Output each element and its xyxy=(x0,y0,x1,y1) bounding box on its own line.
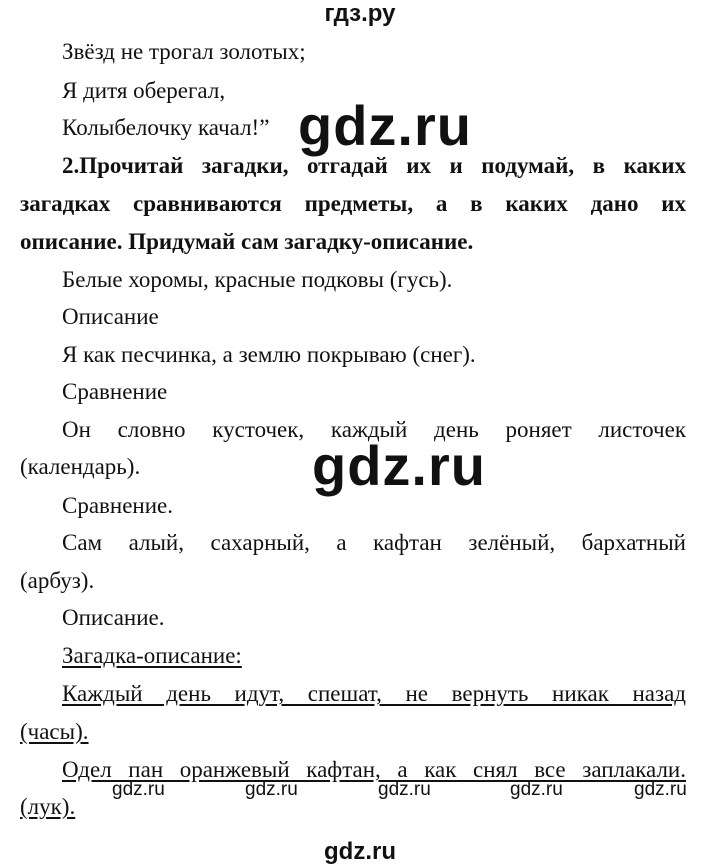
poem-line-2: Я дитя оберегал, xyxy=(62,78,226,103)
riddle-2-type: Сравнение xyxy=(62,379,168,404)
watermark-top: gdz.ru xyxy=(298,94,472,157)
watermark-small-4: gdz.ru xyxy=(510,779,563,800)
own-riddle-2-line-1: Одел пан оранжевый кафтан, а как снял все заплакали. xyxy=(62,757,686,782)
watermark-small-1: gdz.ru xyxy=(112,779,165,800)
task-line-2: загадках сравниваются предметы, а в каких дано их xyxy=(20,191,686,216)
poem-line-3: Колыбелочку качал!” xyxy=(62,115,270,140)
poem-line-1: Звёзд не трогал золотых; xyxy=(62,39,306,64)
riddle-4-line-1: Сам алый, сахарный, а кафтан зелёный, бархатный xyxy=(62,530,686,555)
riddle-3-type: Сравнение. xyxy=(62,493,174,518)
riddle-3-line-2: (календарь). xyxy=(20,454,141,479)
watermark-middle: gdz.ru xyxy=(312,434,486,497)
watermark-small-2: gdz.ru xyxy=(245,779,298,800)
riddle-3-line-1: Он словно кусточек, каждый день роняет листочек xyxy=(62,417,686,442)
riddle-4-type: Описание. xyxy=(62,605,165,630)
own-riddle-1-line-1: Каждый день идут, спешат, не вернуть никак назад xyxy=(62,681,686,706)
watermark-small-5: gdz.ru xyxy=(634,779,687,800)
site-footer: gdz.ru xyxy=(324,838,396,865)
watermark-small-3: gdz.ru xyxy=(378,779,431,800)
site-header: гдз.ру xyxy=(324,0,396,27)
riddle-1: Белые хоромы, красные подковы (гусь). xyxy=(62,267,453,292)
task-line-3: описание. Придумай сам загадку-описание. xyxy=(20,229,474,254)
riddle-4-line-2: (арбуз). xyxy=(20,568,95,593)
task-line-1: 2.Прочитай загадки, отгадай их и подумай, в каких xyxy=(62,153,686,178)
own-riddle-heading: Загадка-описание: xyxy=(62,643,242,668)
riddle-1-type: Описание xyxy=(62,304,159,329)
riddle-2: Я как песчинка, а землю покрываю (снег). xyxy=(62,342,476,367)
own-riddle-2-line-2: (лук). xyxy=(20,794,76,819)
own-riddle-1-line-2: (часы). xyxy=(20,719,89,744)
